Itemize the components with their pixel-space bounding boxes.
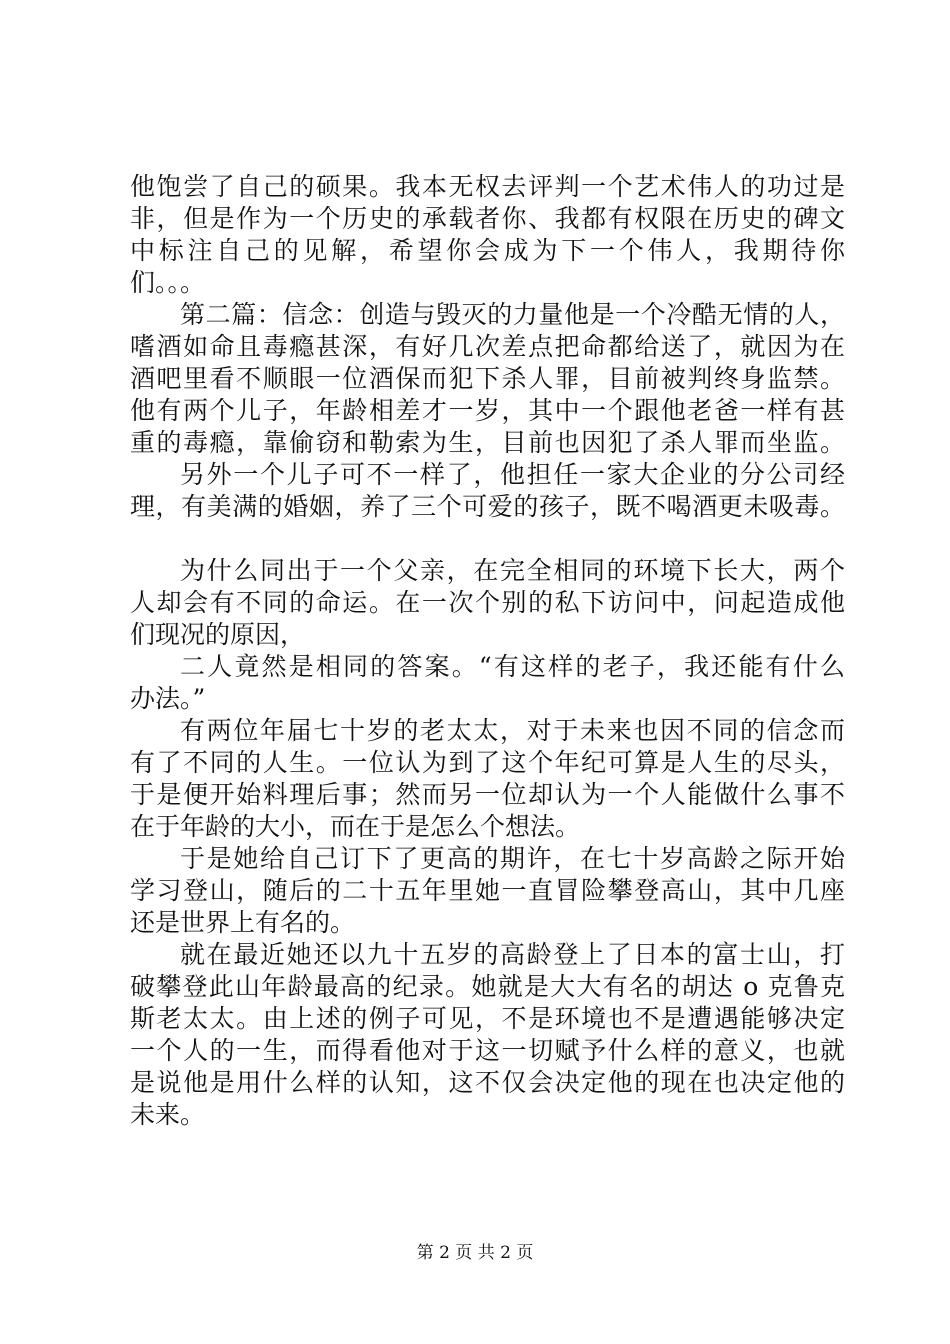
text-line: 为什么同出于一个父亲，在完全相同的环境下长大，两个 (180, 556, 845, 585)
text-line: 破攀登此山年龄最高的纪录。她就是大大有名的胡达 o 克鲁克 (130, 972, 845, 1001)
text-line: 于是便开始料理后事；然而另一位却认为一个人能做什么事不 (130, 780, 845, 809)
text-line: 办法。” (130, 684, 206, 713)
text-line: 一个人的一生，而得看他对于这一切赋予什么样的意义，也就 (130, 1036, 845, 1065)
text-line: 另外一个儿子可不一样了，他担任一家大企业的分公司经 (180, 460, 845, 489)
text-line: 他有两个儿子，年龄相差才一岁，其中一个跟他老爸一样有甚 (130, 396, 845, 425)
text-line: 有两位年届七十岁的老太太，对于未来也因不同的信念而 (180, 716, 845, 745)
text-line: 酒吧里看不顺眼一位酒保而犯下杀人罪，目前被判终身监禁。 (130, 364, 845, 393)
text-line: 二人竟然是相同的答案。“有这样的老子，我还能有什么 (180, 652, 845, 681)
text-line: 学习登山，随后的二十五年里她一直冒险攀登高山，其中几座 (130, 876, 845, 905)
text-line: 第二篇：信念：创造与毁灭的力量他是一个冷酷无情的人， (180, 300, 845, 329)
text-line: 们。。。 (130, 268, 206, 297)
text-line: 还是世界上有名的。 (130, 908, 356, 937)
text-line: 未来。 (130, 1100, 206, 1129)
text-line: 嗜酒如命且毒瘾甚深，有好几次差点把命都给送了，就因为在 (130, 332, 845, 361)
text-line: 斯老太太。由上述的例子可见，不是环境也不是遭遇能够决定 (130, 1004, 845, 1033)
blank-line (130, 523, 845, 555)
page-number-footer: 第 2 页 共 2 页 (416, 1243, 534, 1263)
text-line: 于是她给自己订下了更高的期许，在七十岁高龄之际开始 (180, 844, 845, 873)
text-line: 有了不同的人生。一位认为到了这个年纪可算是人生的尽头， (130, 748, 845, 777)
text-line: 理，有美满的婚姻，养了三个可爱的孩子，既不喝酒更未吸毒。 (130, 492, 845, 521)
text-line: 人却会有不同的命运。在一次个别的私下访问中，问起造成他 (130, 588, 845, 617)
text-line: 就在最近她还以九十五岁的高龄登上了日本的富士山，打 (180, 940, 845, 969)
text-line: 是说他是用什么样的认知，这不仅会决定他的现在也决定他的 (130, 1068, 845, 1097)
text-line: 们现况的原因， (130, 620, 306, 649)
text-line: 在于年龄的大小，而在于是怎么个想法。 (130, 812, 581, 841)
text-line: 他饱尝了自己的硕果。我本无权去评判一个艺术伟人的功过是 (130, 172, 845, 201)
text-line: 重的毒瘾，靠偷窃和勒索为生，目前也因犯了杀人罪而坐监。 (130, 428, 845, 457)
document-body (130, 171, 845, 1131)
text-line: 非，但是作为一个历史的承载者你、我都有权限在历史的碑文 (130, 204, 845, 233)
text-line: 中标注自己的见解，希望你会成为下一个伟人，我期待你 (130, 236, 845, 265)
